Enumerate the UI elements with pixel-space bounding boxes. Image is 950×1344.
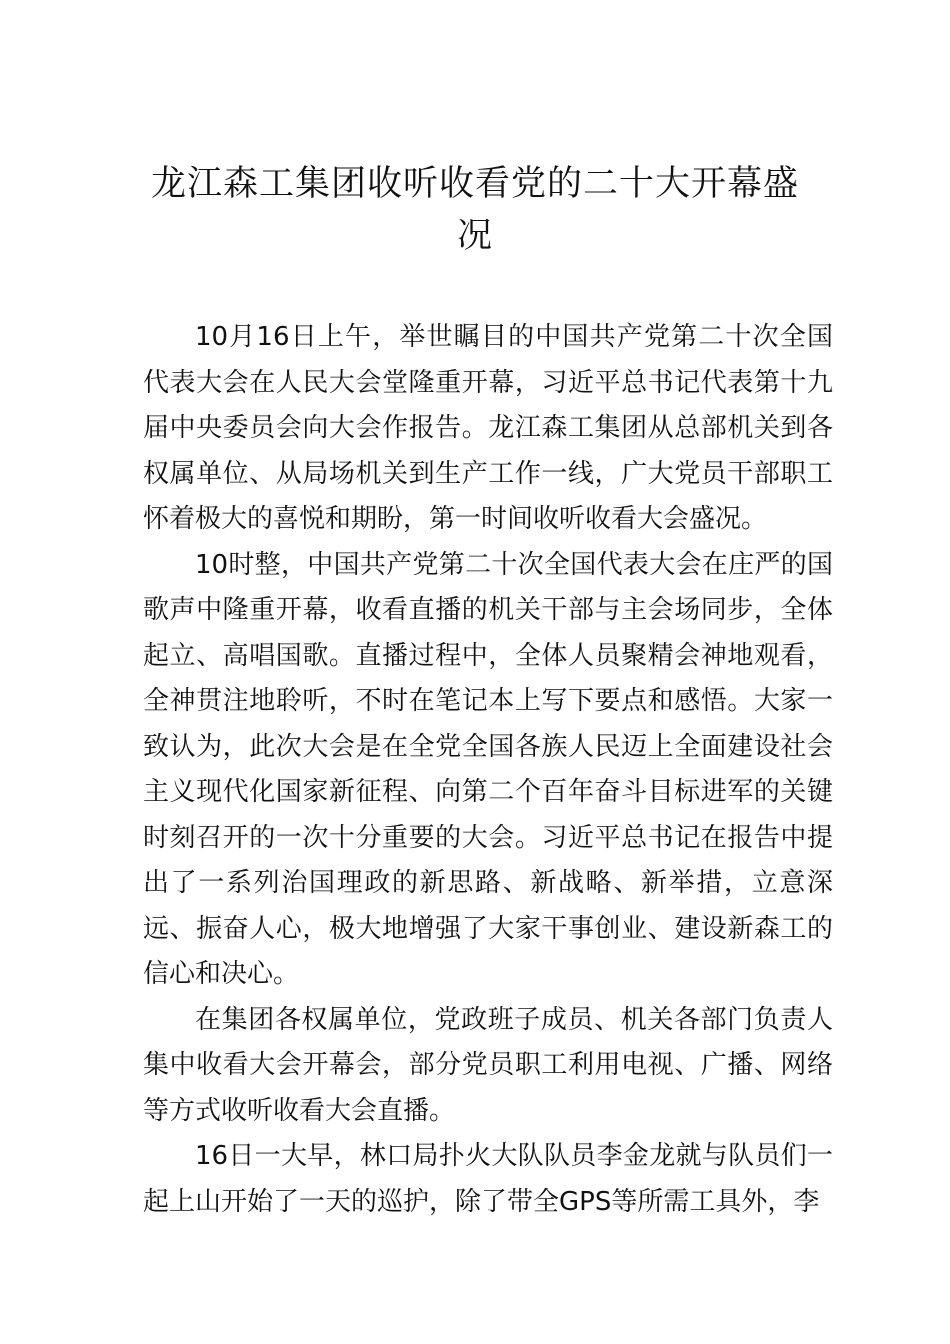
document-body xyxy=(143,315,833,1225)
paragraph-4: 16日一大早，林口局扑火大队队员李金龙就与队员们一起上山开始了一天的巡护，除了带全GPS等所需工具外，李 xyxy=(143,1141,833,1217)
document-title: 龙江森工集团收听收看党的二十大开幕盛况 xyxy=(150,164,799,256)
paragraph-2: 10时整，中国共产党第二十次全国代表大会在庄严的国歌声中隆重开幕，收看直播的机关干部与主会场同步，全体起立、高唱国歌。直播过程中，全体人员聚精会神地观看， 全神贯注地聆听，不时在笔记本上写下要点和感悟。大家一致认为，此次大会是在全党全国各族人民迈上全面建设社会主义现代化国家新征程、向第二个百年奋斗目标进军的关键时刻召开的一次十分重要的大会。习近平总书记在报告中提出了一系列治国理政的新思路、新战略、新举措，立意深远、振奋人心，极大地增强了大家干事创业、建设新森工的信心和决心。 xyxy=(143,549,833,989)
paragraph-3: 在集团各权属单位，党政班子成员、机关各部门负责人集中收看大会开幕会，部分党员职工利用电视、广播、网络等方式收听收看大会直播。 xyxy=(143,1004,833,1126)
paragraph-1: 10月16日上午，举世瞩目的中国共产党第二十次全国代表大会在人民大会堂隆重开幕，习近平总书记代表第十九届中央委员会向大会作报告。龙江森工集团从总部机关到各权属单位、从局场机关到生产工作一线，广大党员干部职工怀着极大的喜悦和期盼，第一时间收听收看大会盛况。 xyxy=(143,322,833,534)
